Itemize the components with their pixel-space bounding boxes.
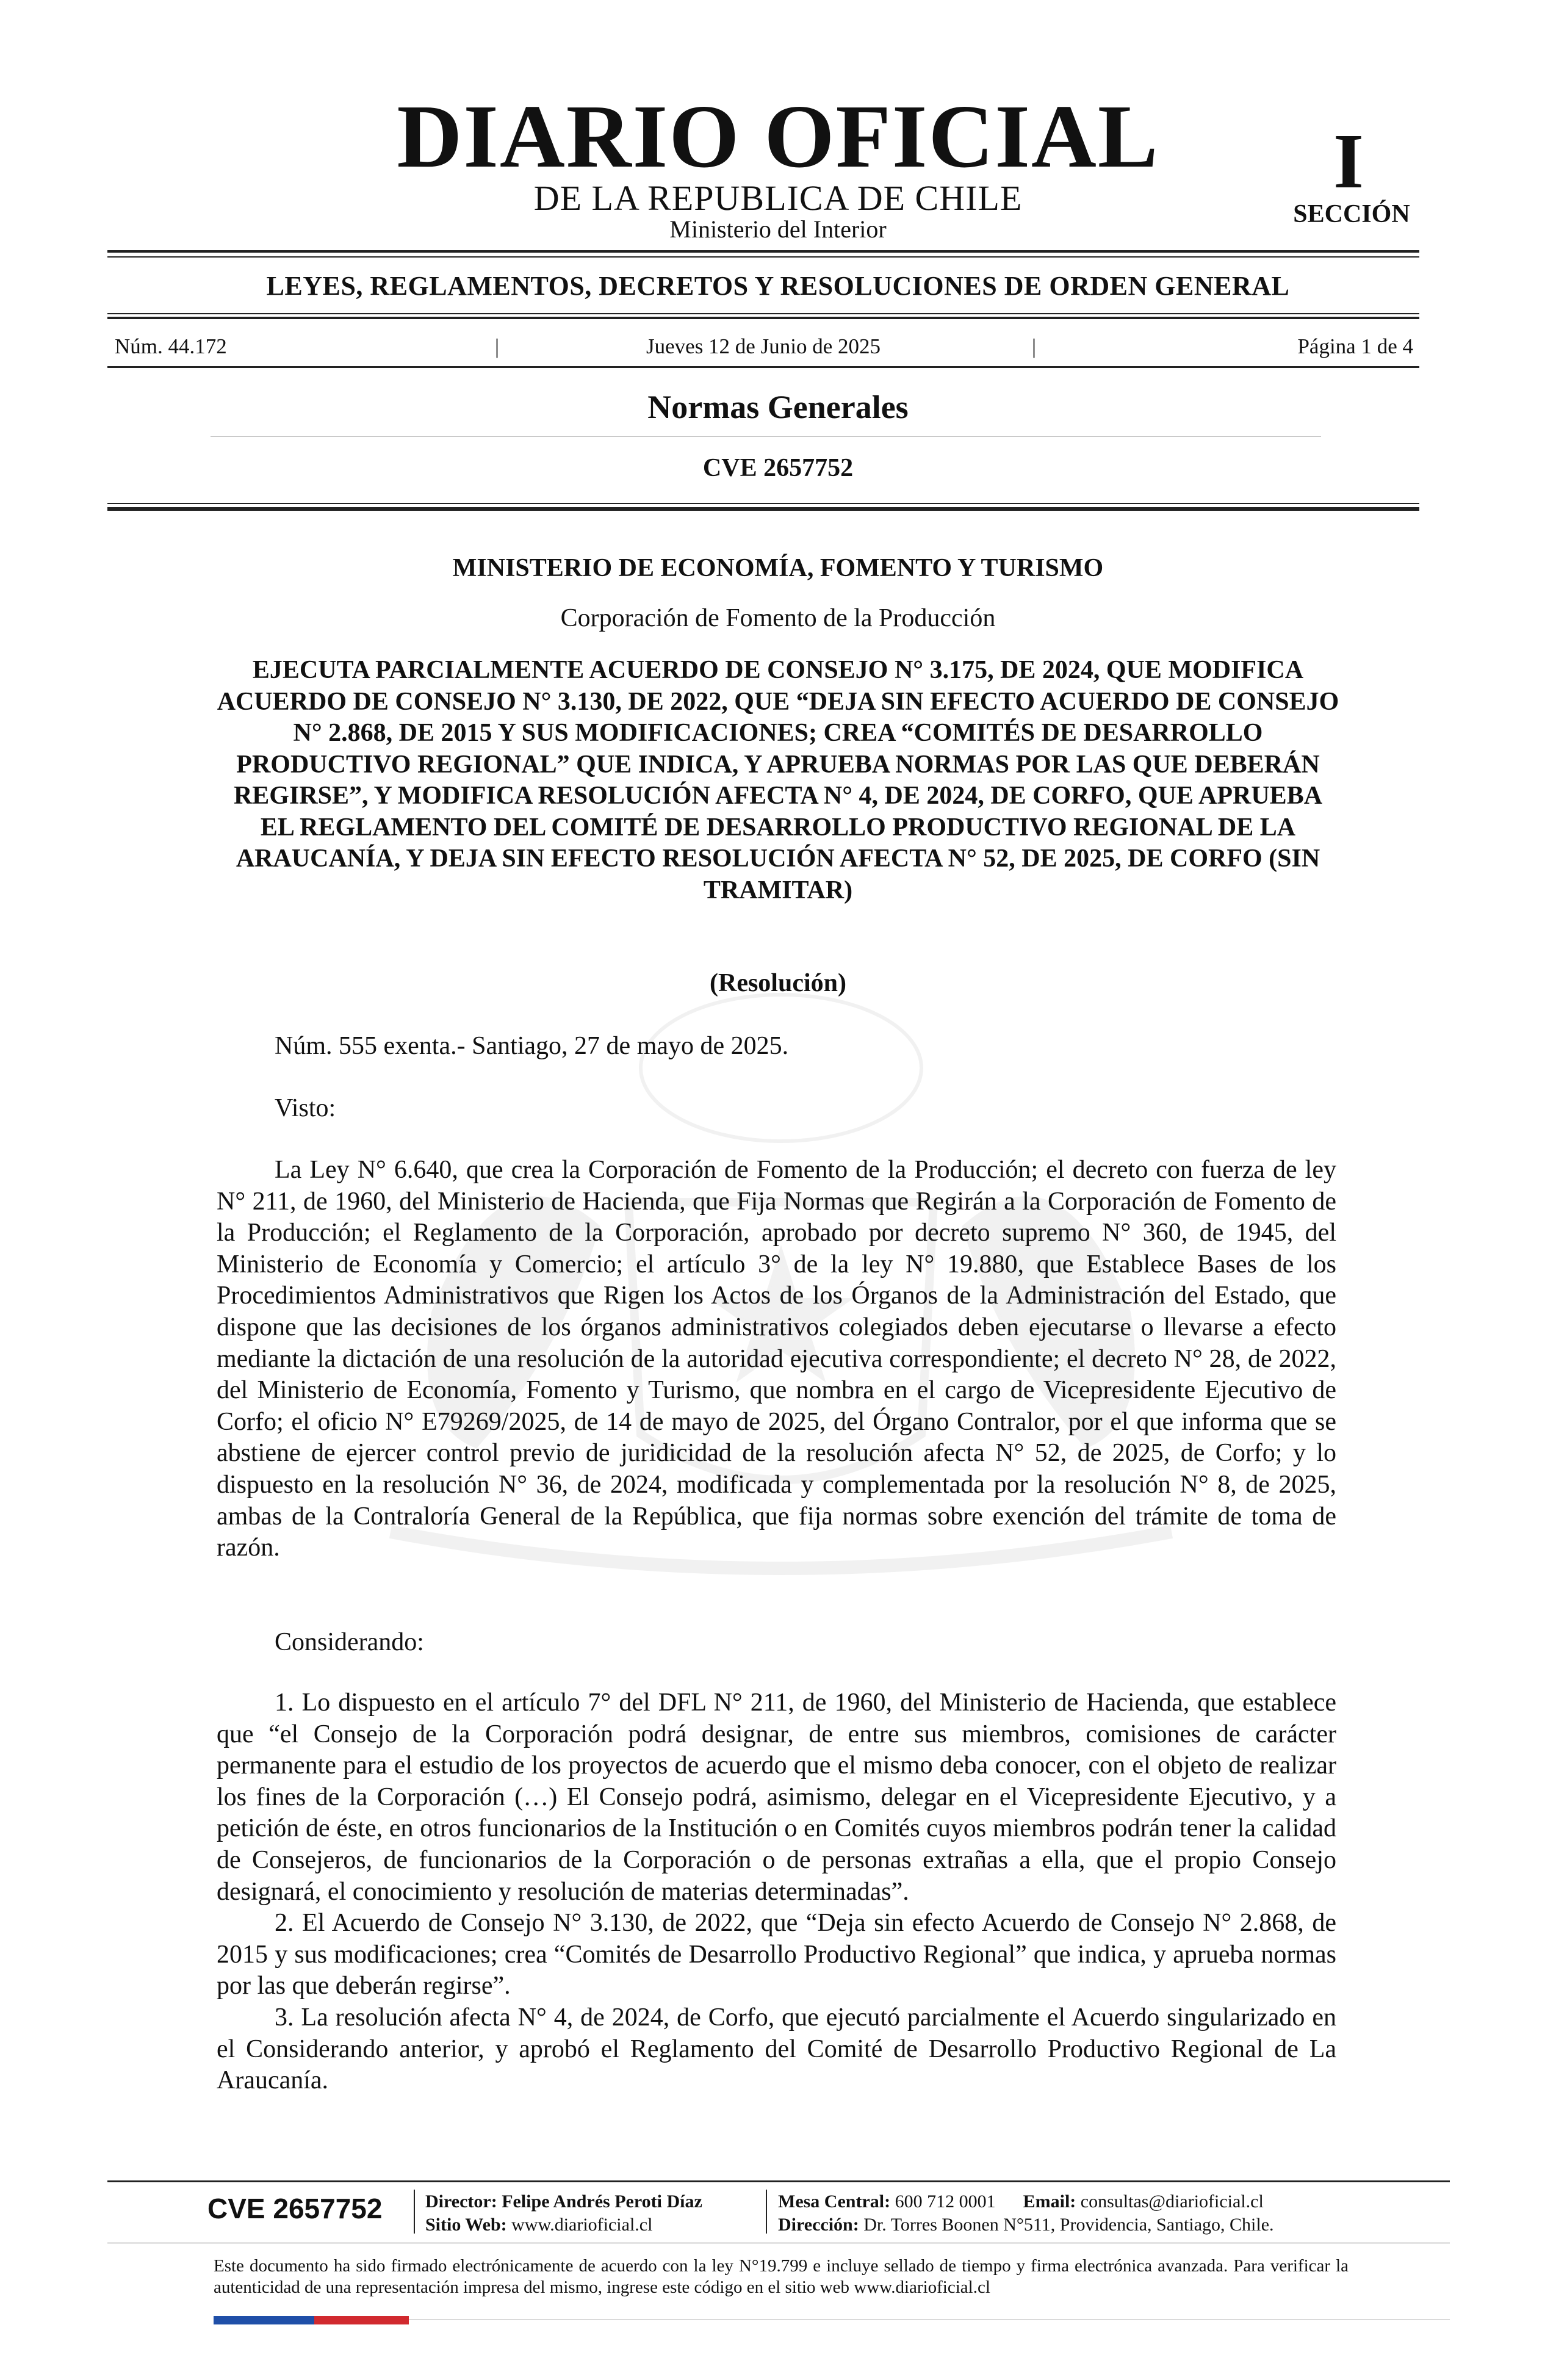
footer-divider-top xyxy=(107,2180,1450,2182)
visto-text: La Ley N° 6.640, que crea la Corporación de Fomento de la Producción; el decreto con fuerza de ley N° 211, de 1960, del Ministerio de Hacienda, que Fija Normas que Regirán a la Corporación de Fomento de la Producción; el Reglamento de la Corporación, aprobado por decreto supremo N° 360, de 1945, del Ministerio de Economía y Comercio; el artículo 3° de la ley N° 19.880, que Establece Bases de los Procedimientos Administrativos que Rigen los Actos de los Órganos de la Administración del Estado, que dispone que las decisiones de los órganos administrativos colegiados deben ejecutarse o llevarse a efecto mediante la dictación de una resolución de la autoridad ejecutiva correspondiente; el decreto N° 28, de 2022, del Ministerio de Economía, Fomento y Turismo, que nombra en el cargo de Vicepresidente Ejecutivo de Corfo; el oficio N° E79269/2025, de 14 de mayo de 2025, del Órgano Contralor, por el que informa que se abstiene de ejercer control previo de juridicidad de la resolución afecta N° 52, de 2025, de Corfo; y lo dispuesto en la resolución N° 36, de 2024, modificada y complementada por la resolución N° 8, de 2025, ambas de la Contraloría General de la República, que fija normas sobre exención del trámite de toma de razón. xyxy=(217,1156,1336,1562)
page-indicator: Página 1 de 4 xyxy=(1297,334,1413,358)
footer-vertical-divider xyxy=(414,2190,415,2234)
email-link[interactable]: consultas@diarioficial.cl xyxy=(1080,2191,1264,2212)
footer-address xyxy=(778,2213,1274,2237)
footer-cve-code: CVE 2657752 xyxy=(207,2193,383,2224)
ministry-name: MINISTERIO DE ECONOMÍA, FOMENTO Y TURISMO xyxy=(452,554,1104,582)
issue-number: Núm. 44.172 xyxy=(115,334,227,358)
director-label: Director: xyxy=(425,2191,497,2212)
body-divider-thick xyxy=(107,507,1419,511)
footer-website xyxy=(425,2213,652,2237)
section-title: LEYES, REGLAMENTOS, DECRETOS Y RESOLUCIONES DE ORDEN GENERAL xyxy=(266,271,1290,301)
flag-stripe-blue xyxy=(214,2316,314,2324)
section-divider-thick xyxy=(107,317,1419,319)
category-divider xyxy=(211,436,1321,437)
masthead-ministry: Ministerio del Interior xyxy=(669,215,887,243)
phone-value: 600 712 0001 xyxy=(895,2191,996,2212)
resolution-title: EJECUTA PARCIALMENTE ACUERDO DE CONSEJO N° 3.175, DE 2024, QUE MODIFICA ACUERDO DE CONSEJO N° 3.130, DE 2022, QUE “DEJA SIN EFECTO ACUERDO DE CONSEJO N° 2.868, DE 2015 Y SUS MODIFICACIONES; CREA “COMITÉS DE DESARROLLO PRODUCTIVO REGIONAL” QUE INDICA, Y APRUEBA NORMAS POR LAS QUE DEBERÁN REGIRSE”, Y MODIFICA RESOLUCIÓN AFECTA N° 4, DE 2024, DE CORFO, QUE APRUEBA EL REGLAMENTO DEL COMITÉ DE DESARROLLO PRODUCTIVO REGIONAL DE LA ARAUCANÍA, Y DEJA SIN EFECTO RESOLUCIÓN AFECTA N° 52, DE 2025, DE CORFO (SIN TRAMITAR) xyxy=(217,656,1339,904)
issue-separator: | xyxy=(495,334,500,358)
electronic-signature-notice: Este documento ha sido firmado electrónicamente de acuerdo con la ley N°19.799 e incluye sellado de tiempo y firma electrónica avanzada. Para verificar la autenticidad de una representación impresa del mismo, ingrese este código en el sitio web www.diarioficial.cl xyxy=(214,2256,1349,2297)
footer-contact xyxy=(778,2190,1264,2213)
visto-heading: Visto: xyxy=(275,1094,336,1122)
considerando-item: 2. El Acuerdo de Consejo N° 3.130, de 2022, que “Deja sin efecto Acuerdo de Consejo N° 2.868, de 2015 y sus modificaciones; crea “Comités de Desarrollo Productivo Regional” que indica, y aprueba normas por las que deberán regirse”. xyxy=(217,1909,1336,2000)
considerandos-list xyxy=(217,1687,1336,2097)
footer-vertical-divider xyxy=(766,2190,767,2234)
considerando-item: 1. Lo dispuesto en el artículo 7° del DFL N° 211, de 1960, del Ministerio de Hacienda, que establece que “el Consejo de la Corporación podrá designar, de entre sus miembros, comisiones de carácter permanente para el estudio de los proyectos de acuerdo que el mismo deba conocer, con el objeto de realizar los fines de la Corporación (…) El Consejo podrá, asimismo, delegar en el Vicepresidente Ejecutivo, y a petición de éste, en otros funcionarios de la Institución o en Comités cuyos miembros podrán tener la calidad de Consejeros, de funcionarios de la Corporación o de personas extrañas a ella, que el propio Consejo designará, el conocimiento y resolución de materias determinadas”. xyxy=(217,1689,1336,1906)
issue-bar xyxy=(107,333,1419,360)
footer-director xyxy=(425,2190,702,2213)
header-divider-top-thin xyxy=(107,256,1419,258)
issue-divider xyxy=(107,366,1419,368)
resolution-number: Núm. 555 exenta.- Santiago, 27 de mayo de 2025. xyxy=(275,1032,789,1060)
masthead-subtitle: DE LA REPUBLICA DE CHILE xyxy=(533,178,1023,218)
flag-stripe-red xyxy=(314,2316,409,2324)
body-divider-thin xyxy=(107,503,1419,504)
issue-date: Jueves 12 de Junio de 2025 xyxy=(646,334,881,358)
entity-name: Corporación de Fomento de la Producción xyxy=(560,604,996,632)
cve-code: CVE 2657752 xyxy=(702,454,854,482)
address-label: Dirección: xyxy=(778,2215,859,2235)
phone-label: Mesa Central: xyxy=(778,2191,891,2212)
header-divider-top xyxy=(107,250,1419,253)
email-label: Email: xyxy=(1023,2191,1076,2212)
masthead-title: DIARIO OFICIAL xyxy=(397,87,1159,187)
considerando-heading: Considerando: xyxy=(275,1628,424,1656)
address-value: Dr. Torres Boonen N°511, Providencia, Santiago, Chile. xyxy=(863,2215,1274,2235)
website-link[interactable]: www.diarioficial.cl xyxy=(511,2215,653,2235)
section-divider xyxy=(107,313,1419,314)
website-label: Sitio Web: xyxy=(425,2215,507,2235)
visto-paragraph xyxy=(217,1155,1336,1564)
issue-separator: | xyxy=(1032,334,1037,358)
category-title: Normas Generales xyxy=(647,389,909,425)
resolution-type: (Resolución) xyxy=(710,969,846,997)
section-label: SECCIÓN xyxy=(1293,200,1410,228)
director-value: Felipe Andrés Peroti Díaz xyxy=(502,2191,702,2212)
considerando-item: 3. La resolución afecta N° 4, de 2024, de Corfo, que ejecutó parcialmente el Acuerdo singularizado en el Considerando anterior, y aprobó el Reglamento del Comité de Desarrollo Productivo Regional de La Araucanía. xyxy=(217,2003,1336,2095)
section-number: I xyxy=(1333,118,1364,204)
